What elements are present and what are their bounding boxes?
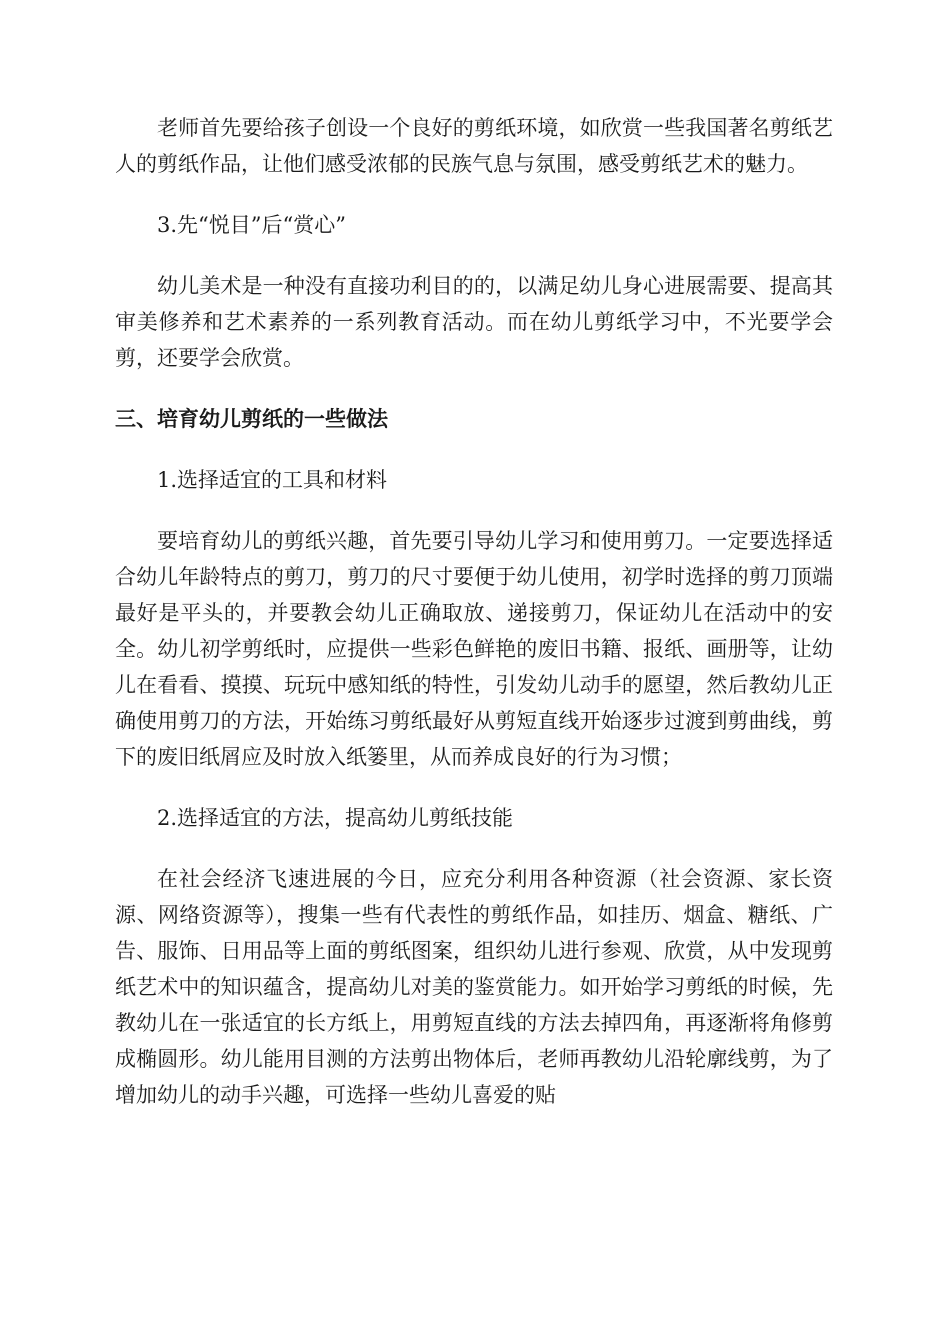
subheading-3: 3.先“悦目”后“赏心” [157,213,346,237]
section-heading-3: 三、培育幼儿剪纸的一些做法 [115,407,388,431]
paragraph-art-education: 幼儿美术是一种没有直接功利目的的，以满足幼儿身心进展需要、提高其审美修养和艺术素养的一系列教育活动。而在幼儿剪纸学习中，不光要学会剪，还要学会欣赏。 [115,274,833,370]
paragraph-tools: 要培育幼儿的剪纸兴趣，首先要引导幼儿学习和使用剪刀。一定要选择适合幼儿年龄特点的剪刀，剪刀的尺寸要便于幼儿使用，初学时选择的剪刀顶端最好是平头的，并要教会幼儿正确取放、递接剪刀，保证幼儿在活动中的安全。幼儿初学剪纸时，应提供一些彩色鲜艳的废旧书籍、报纸、画册等，让幼儿在看看、摸摸、玩玩中感知纸的特性，引发幼儿动手的愿望，然后教幼儿正确使用剪刀的方法，开始练习剪纸最好从剪短直线开始逐步过渡到剪曲线，剪下的废旧纸屑应及时放入纸篓里，从而养成良好的行为习惯； [115,529,833,769]
paragraph-methods: 在社会经济飞速进展的今日，应充分利用各种资源（社会资源、家长资源、网络资源等），搜集一些有代表性的剪纸作品，如挂历、烟盒、糖纸、广告、服饰、日用品等上面的剪纸图案，组织幼儿进行参观、欣赏，从中发现剪纸艺术中的知识蕴含，提高幼儿对美的鉴赏能力。如开始学习剪纸的时候，先教幼儿在一张适宜的长方纸上，用剪短直线的方法去掉四角，再逐渐将角修剪成椭圆形。幼儿能用目测的方法剪出物体后，老师再教幼儿沿轮廓线剪，为了增加幼儿的动手兴趣，可选择一些幼儿喜爱的贴 [115,867,833,1107]
subheading-1: 1.选择适宜的工具和材料 [157,468,388,492]
subheading-2: 2.选择适宜的方法，提高幼儿剪纸技能 [157,806,514,830]
document-page [115,110,833,1113]
paragraph-environment: 老师首先要给孩子创设一个良好的剪纸环境，如欣赏一些我国著名剪纸艺人的剪纸作品，让他们感受浓郁的民族气息与氛围，感受剪纸艺术的魅力。 [115,116,833,176]
